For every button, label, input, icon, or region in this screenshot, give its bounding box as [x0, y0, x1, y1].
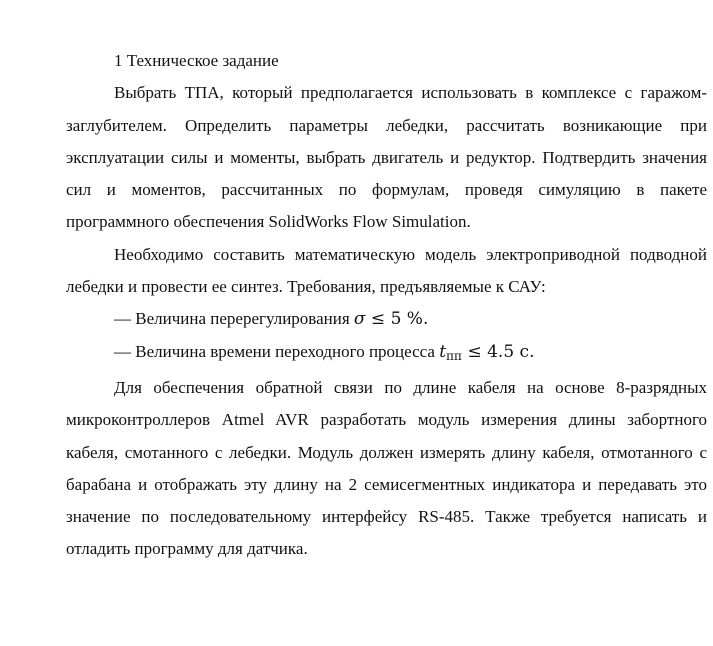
time-subscript: пп — [446, 348, 463, 363]
requirement-overshoot-value: ≤ 5 %. — [365, 309, 429, 330]
paragraph-cable-sensor: Для обеспечения обратной связи по длине кабеля на основе 8-разрядных микроконтроллеров Atmel AVR разработать модуль измерения длины забортного кабеля, смотанного с лебедки. Модуль должен измерять длину кабеля, отмотанного с барабана и отображать эту длину на 2 семисегментных индикатора и передавать это значение по последовательному интерфейсу RS-485. Также требуется написать и отладить программу для датчика. — [66, 377, 707, 559]
paragraph-task-overview: Выбрать ТПА, который предполагается использовать в комплексе с гаражом-заглубителем. Определить параметры лебедки, рассчитать возникающие при эксплуатации силы и моменты, выбрать двигатель и редуктор. Подтвердить значения сил и моментов, рассчитанных по формулам, проведя симуляцию в пакете программного обеспечения SolidWorks Flow Simulation. — [66, 83, 707, 232]
section-heading: 1 Техническое задание — [114, 51, 279, 70]
requirement-settling-time-value: ≤ 4.5 с. — [462, 341, 535, 362]
requirement-settling-time — [66, 336, 707, 372]
requirement-overshoot — [66, 303, 707, 335]
sigma-symbol: σ — [353, 309, 366, 330]
paragraph-model-requirements: Необходимо составить математическую модель электроприводной подводной лебедки и провести ее синтез. Требования, предъявляемые к САУ: — [66, 244, 707, 297]
requirement-settling-time-text: — Величина времени переходного процесса — [114, 341, 440, 361]
requirement-overshoot-text: — Величина перерегулирования — [114, 309, 354, 329]
time-symbol: t — [439, 341, 447, 362]
